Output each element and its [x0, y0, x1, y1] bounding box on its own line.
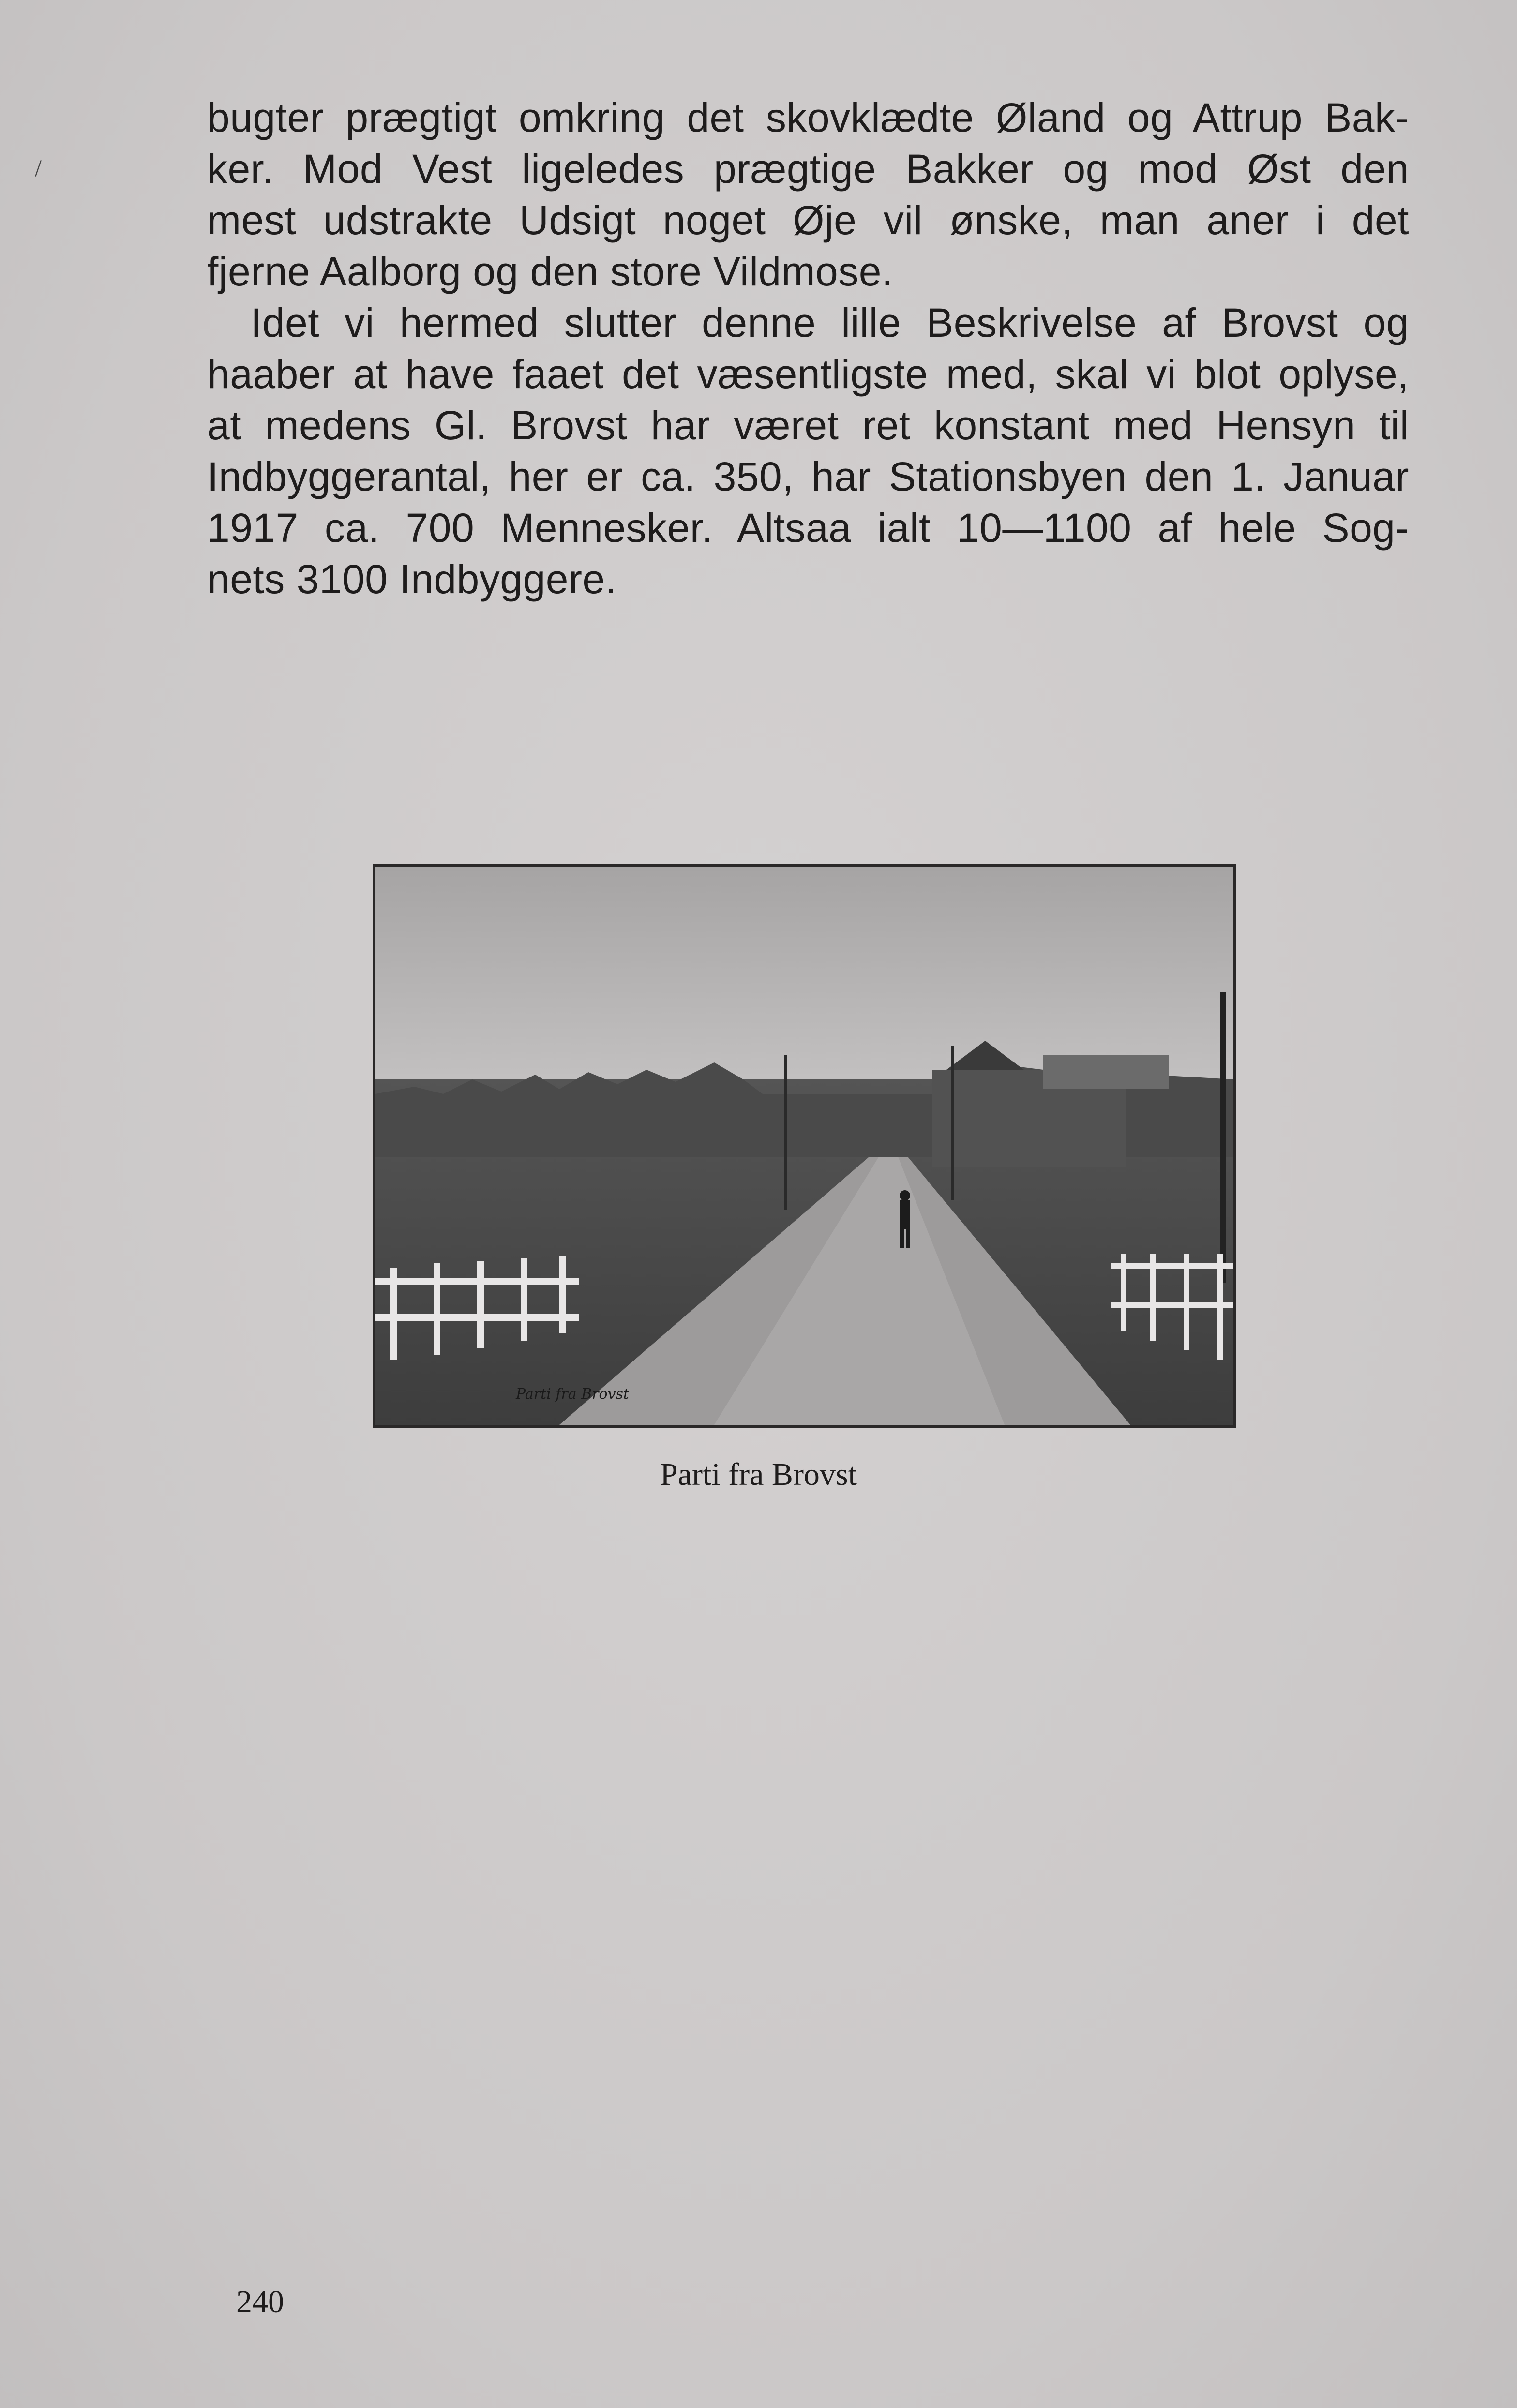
page-number: 240 [236, 2284, 284, 2319]
photo-caption: Parti fra Brovst [660, 1457, 857, 1492]
text-line: Indbyggerantal, her er ca. 350, har Stationsbyen den 1. Januar [207, 454, 1409, 499]
photo-inscription: Parti fra Brovst [516, 1386, 629, 1403]
text-line: 1917 ca. 700 Mennesker. Altsaa ialt 10—1100 af hele Sog- [207, 505, 1409, 551]
body-text [207, 92, 1409, 605]
text-line: fjerne Aalborg og den store Vildmose. [207, 249, 893, 294]
margin-mark: / [35, 154, 42, 181]
text-line: mest udstrakte Udsigt noget Øje vil ønske, man aner i det [207, 197, 1409, 243]
text-line: nets 3100 Indbyggere. [207, 556, 617, 602]
text-line: at medens Gl. Brovst har været ret konstant med Hensyn til [207, 403, 1409, 448]
text-line: Idet vi hermed slutter denne lille Beskrivelse af Brovst og [251, 300, 1409, 345]
text-line: bugter prægtigt omkring det skovklædte Øland og Attrup Bak- [207, 95, 1409, 140]
text-line: ker. Mod Vest ligeledes prægtige Bakker og mod Øst den [207, 146, 1409, 192]
text-line: haaber at have faaet det væsentligste med, skal vi blot oplyse, [207, 351, 1409, 397]
photograph [373, 864, 1236, 1428]
